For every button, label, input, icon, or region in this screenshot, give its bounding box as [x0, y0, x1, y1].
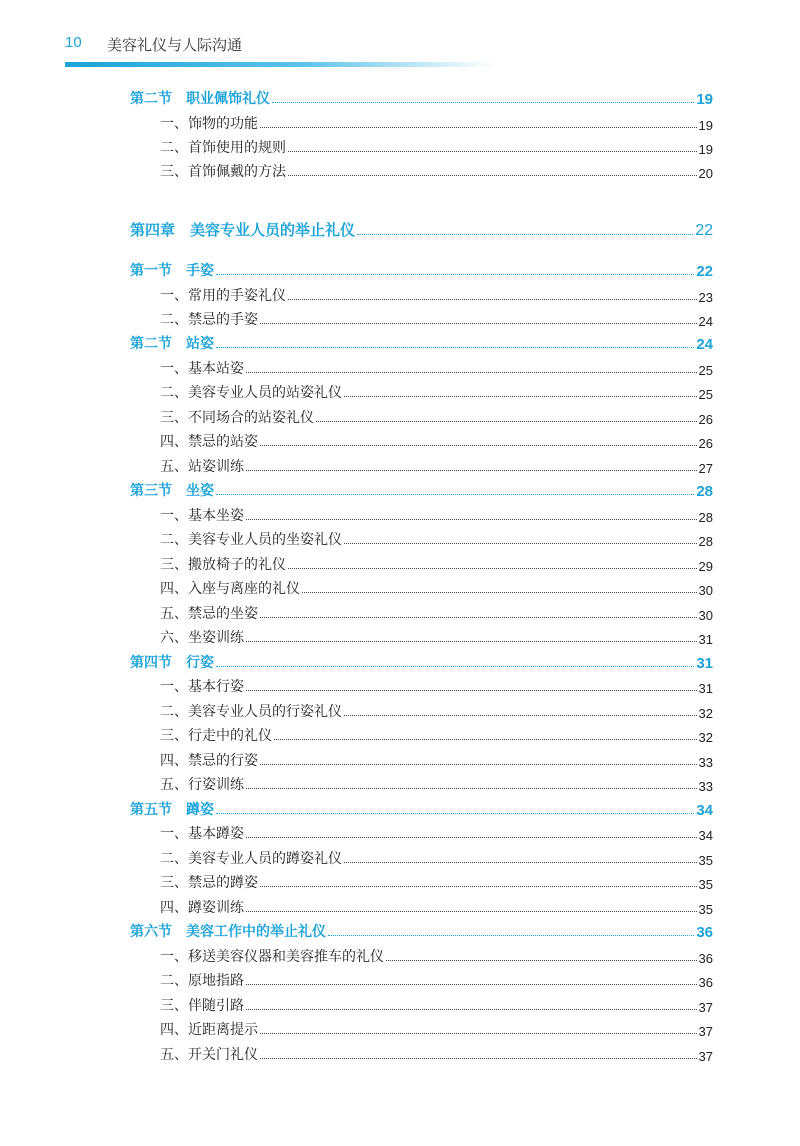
toc-item	[160, 674, 713, 696]
toc-entry-page: 32	[698, 730, 713, 745]
toc-item	[160, 601, 713, 623]
dot-leader	[246, 788, 697, 789]
toc-entry-label: 第六节 美容工作中的举止礼仪	[130, 924, 326, 940]
dot-leader	[216, 274, 694, 275]
toc-entry-label: 二、美容专业人员的蹲姿礼仪	[160, 851, 342, 867]
toc-entry-label: 一、饰物的功能	[160, 116, 258, 132]
toc-entry-page: 35	[698, 853, 713, 868]
toc-entry-page: 19	[698, 118, 713, 133]
toc-item	[160, 159, 713, 181]
toc-item	[160, 307, 713, 329]
toc-entry-page: 32	[698, 706, 713, 721]
toc-entry-page: 36	[696, 924, 713, 941]
toc-entry-page: 33	[698, 755, 713, 770]
dot-leader	[246, 911, 697, 912]
toc-item	[160, 527, 713, 549]
toc-entry-page: 28	[698, 510, 713, 525]
toc-entry-label: 三、禁忌的蹲姿	[160, 875, 258, 891]
dot-leader	[246, 984, 697, 985]
toc-entry-label: 四、蹲姿训练	[160, 900, 244, 916]
toc-entry-label: 二、原地指路	[160, 973, 244, 989]
toc-entry-label: 二、禁忌的手姿	[160, 312, 258, 328]
toc-entry-label: 一、移送美容仪器和美容推车的礼仪	[160, 949, 384, 965]
toc-entry-label: 三、行走中的礼仪	[160, 728, 272, 744]
toc-entry-label: 第四节 行姿	[130, 655, 214, 671]
dot-leader	[344, 543, 697, 544]
toc-entry-label: 二、美容专业人员的行姿礼仪	[160, 704, 342, 720]
toc-item	[160, 1017, 713, 1039]
dot-leader	[344, 715, 697, 716]
toc-item	[160, 356, 713, 378]
toc-entry-page: 35	[698, 902, 713, 917]
toc-entry-page: 37	[698, 1000, 713, 1015]
toc-entry-page: 24	[696, 336, 713, 353]
toc-entry-label: 第二节 职业佩饰礼仪	[130, 91, 270, 107]
toc-entry-page: 25	[698, 363, 713, 378]
toc-item	[160, 625, 713, 647]
dot-leader	[246, 641, 697, 642]
toc-entry-label: 三、搬放椅子的礼仪	[160, 557, 286, 573]
toc-entry-label: 二、首饰使用的规则	[160, 140, 286, 156]
toc-entry-label: 四、禁忌的站姿	[160, 434, 258, 450]
toc-section	[130, 919, 713, 941]
dot-leader	[260, 1033, 697, 1034]
toc-item	[160, 748, 713, 770]
page-number: 10	[65, 34, 82, 51]
dot-leader	[246, 519, 697, 520]
toc-entry-label: 五、站姿训练	[160, 459, 244, 475]
toc-section	[130, 86, 713, 108]
toc-entry-label: 四、入座与离座的礼仪	[160, 581, 300, 597]
toc-item	[160, 429, 713, 451]
toc-entry-page: 30	[698, 583, 713, 598]
toc-entry-page: 31	[698, 681, 713, 696]
toc-item	[160, 135, 713, 157]
toc-entry-page: 31	[696, 655, 713, 672]
toc-entry-label: 六、坐姿训练	[160, 630, 244, 646]
toc-item	[160, 111, 713, 133]
dot-leader	[246, 1009, 697, 1010]
toc-entry-label: 三、首饰佩戴的方法	[160, 164, 286, 180]
toc-entry-label: 一、基本行姿	[160, 679, 244, 695]
dot-leader	[357, 234, 693, 235]
dot-leader	[246, 372, 697, 373]
dot-leader	[288, 175, 697, 176]
dot-leader	[246, 690, 697, 691]
dot-leader	[344, 862, 697, 863]
toc-entry-label: 一、基本站姿	[160, 361, 244, 377]
toc-entry-label: 第三节 坐姿	[130, 483, 214, 499]
toc-section	[130, 331, 713, 353]
toc-entry-label: 五、禁忌的坐姿	[160, 606, 258, 622]
toc-entry-page: 23	[698, 290, 713, 305]
toc-entry-page: 22	[696, 263, 713, 280]
toc-item	[160, 405, 713, 427]
dot-leader	[216, 813, 694, 814]
toc-item	[160, 870, 713, 892]
toc-item	[160, 723, 713, 745]
dot-leader	[260, 886, 697, 887]
toc-entry-page: 37	[698, 1024, 713, 1039]
toc-entry-page: 35	[698, 877, 713, 892]
toc-entry-page: 22	[695, 222, 713, 239]
toc-entry-page: 31	[698, 632, 713, 647]
toc-entry-page: 28	[696, 483, 713, 500]
dot-leader	[260, 445, 697, 446]
toc-entry-page: 27	[698, 461, 713, 476]
dot-leader	[216, 666, 694, 667]
dot-leader	[288, 151, 697, 152]
dot-leader	[260, 617, 697, 618]
dot-leader	[302, 592, 697, 593]
toc-entry-label: 第一节 手姿	[130, 263, 214, 279]
dot-leader	[260, 1058, 697, 1059]
toc-entry-page: 36	[698, 975, 713, 990]
toc-entry-label: 四、禁忌的行姿	[160, 753, 258, 769]
toc-item	[160, 503, 713, 525]
toc-entry-label: 第二节 站姿	[130, 336, 214, 352]
toc-entry-page: 30	[698, 608, 713, 623]
dot-leader	[216, 347, 694, 348]
dot-leader	[288, 568, 697, 569]
book-title: 美容礼仪与人际沟通	[107, 37, 243, 54]
toc-item	[160, 846, 713, 868]
toc-entry-label: 第五节 蹲姿	[130, 802, 214, 818]
toc-section	[130, 650, 713, 672]
toc-entry-page: 34	[696, 802, 713, 819]
toc-entry-label: 五、开关门礼仪	[160, 1047, 258, 1063]
toc-item	[160, 380, 713, 402]
toc-item	[160, 895, 713, 917]
dot-leader	[260, 764, 697, 765]
toc-entry-page: 19	[698, 142, 713, 157]
toc-entry-page: 29	[698, 559, 713, 574]
toc-entry-page: 37	[698, 1049, 713, 1064]
toc-entry-page: 19	[696, 91, 713, 108]
toc-item	[160, 699, 713, 721]
toc-item	[160, 1042, 713, 1064]
toc-entry-label: 三、不同场合的站姿礼仪	[160, 410, 314, 426]
dot-leader	[272, 102, 694, 103]
toc-item	[160, 821, 713, 843]
toc-entry-label: 五、行姿训练	[160, 777, 244, 793]
toc-section	[130, 478, 713, 500]
dot-leader	[246, 837, 697, 838]
toc-item	[160, 283, 713, 305]
toc-item	[160, 772, 713, 794]
toc-entry-label: 一、基本蹲姿	[160, 826, 244, 842]
toc-entry-label: 二、美容专业人员的站姿礼仪	[160, 385, 342, 401]
toc-item	[160, 993, 713, 1015]
dot-leader	[260, 323, 697, 324]
toc-item	[160, 944, 713, 966]
toc-entry-label: 一、常用的手姿礼仪	[160, 288, 286, 304]
toc-entry-page: 24	[698, 314, 713, 329]
toc-item	[160, 454, 713, 476]
dot-leader	[246, 470, 697, 471]
toc-entry-page: 20	[698, 166, 713, 181]
toc-entry-page: 28	[698, 534, 713, 549]
toc-entry-label: 三、伴随引路	[160, 998, 244, 1014]
toc-entry-page: 26	[698, 412, 713, 427]
toc-item	[160, 968, 713, 990]
toc-entry-page: 26	[698, 436, 713, 451]
toc-entry-label: 二、美容专业人员的坐姿礼仪	[160, 532, 342, 548]
toc-entry-page: 25	[698, 387, 713, 402]
dot-leader	[216, 494, 694, 495]
dot-leader	[274, 739, 697, 740]
toc-section	[130, 258, 713, 280]
toc-entry-page: 33	[698, 779, 713, 794]
toc-entry-page: 36	[698, 951, 713, 966]
toc-entry-page: 34	[698, 828, 713, 843]
toc-entry-label: 第四章 美容专业人员的举止礼仪	[130, 221, 356, 239]
page-header	[65, 28, 765, 62]
toc-item	[160, 552, 713, 574]
toc-section	[130, 797, 713, 819]
dot-leader	[288, 299, 697, 300]
dot-leader	[344, 396, 697, 397]
header-rule	[65, 62, 495, 67]
toc-entry-label: 四、近距离提示	[160, 1022, 258, 1038]
dot-leader	[316, 421, 697, 422]
dot-leader	[260, 127, 697, 128]
dot-leader	[328, 935, 694, 936]
toc-chapter	[130, 218, 713, 240]
toc-item	[160, 576, 713, 598]
toc-entry-label: 一、基本坐姿	[160, 508, 244, 524]
dot-leader	[386, 960, 697, 961]
